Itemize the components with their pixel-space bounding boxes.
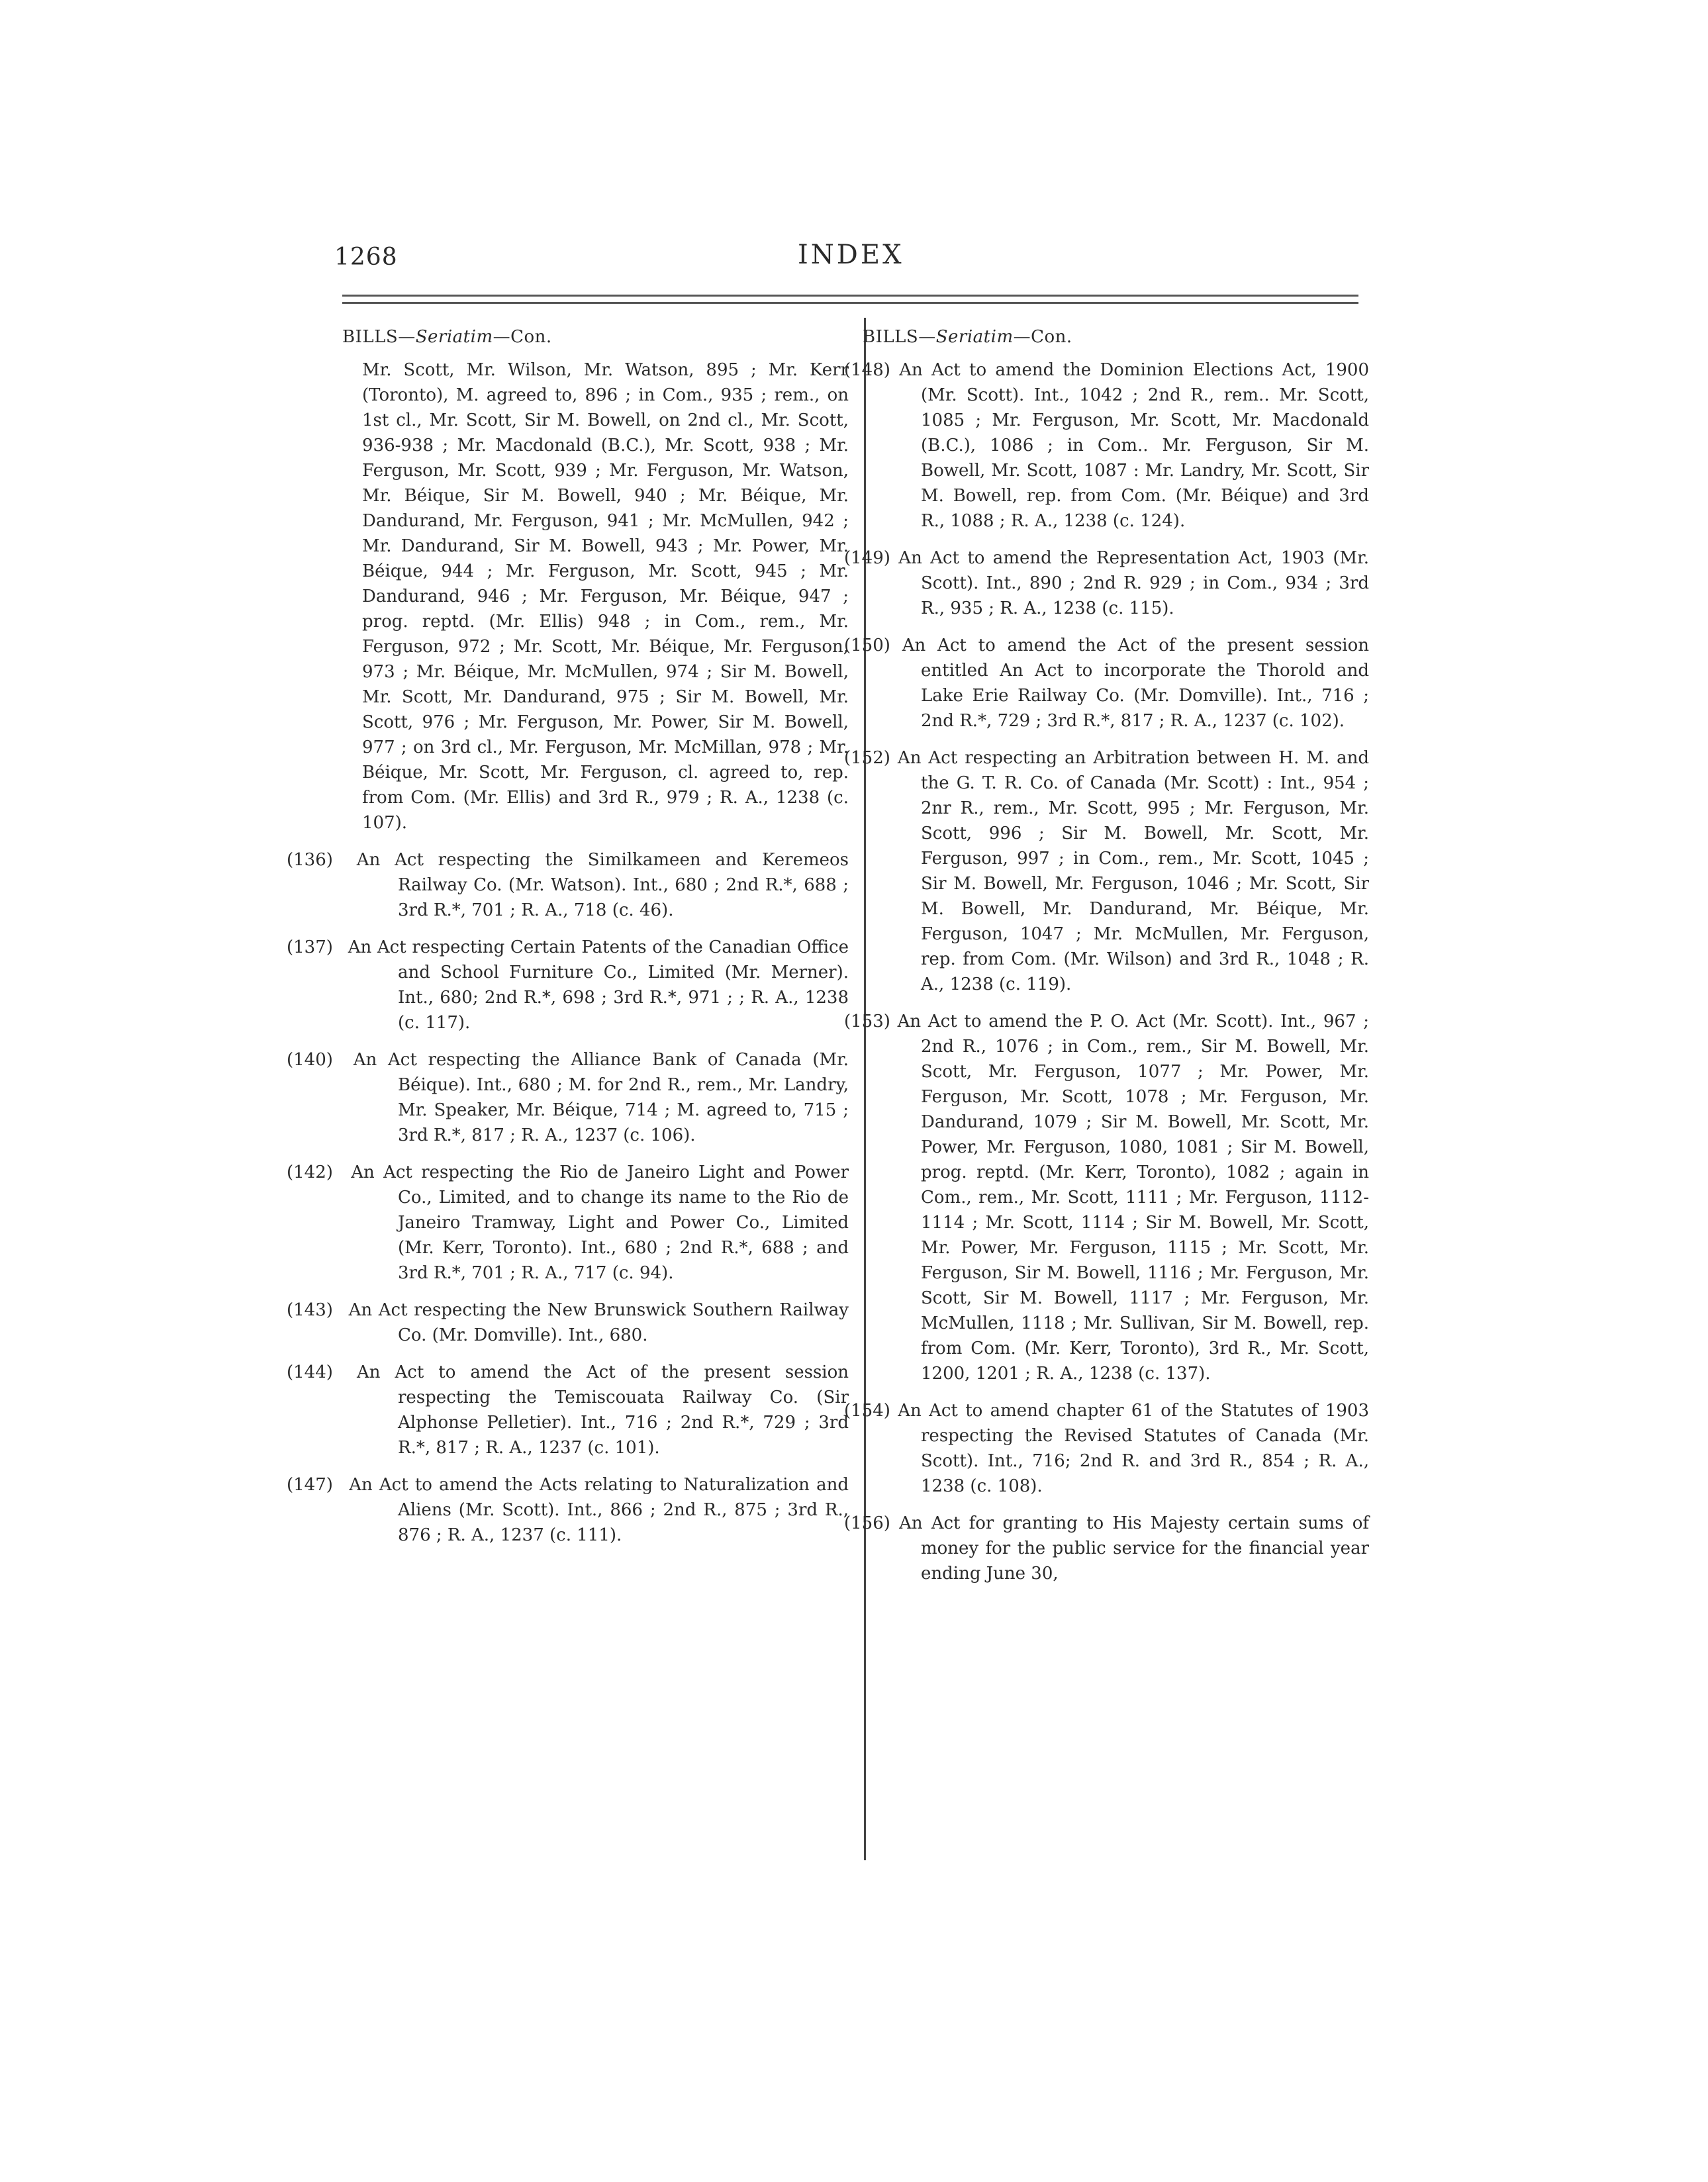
bill-number: (154)	[844, 1401, 890, 1421]
index-entry	[844, 745, 1372, 997]
header-rule-bottom	[342, 302, 1358, 304]
continued-entry-text: Mr. Scott, Mr. Wilson, Mr. Watson, 895 ; Mr. Kerr (Toronto), M. agreed to, 896 ; in Com., 935 ; rem., on 1st cl., Mr. Scott, Sir M. Bowell, on 2nd cl., Mr. Scott, 936-938 ; Mr. Macdonald (B.C.), Mr. Scott, 938 ; Mr. Ferguson, Mr. Scott, 939 ; Mr. Ferguson, Mr. Watson, Mr. Béique, Sir M. Bowell, 940 ; Mr. Béique, Mr. Dandurand, Mr. Ferguson, 941 ; Mr. McMullen, 942 ; Mr. Dandurand, Sir M. Bowell, 943 ; Mr. Power, Mr. Béique, 944 ; Mr. Ferguson, Mr. Scott, 945 ; Mr. Dandurand, 946 ; Mr. Ferguson, Mr. Béique, 947 ; prog. reptd. (Mr. Ellis) 948 ; in Com., rem., Mr. Ferguson, 972 ; Mr. Scott, Mr. Béique, Mr. Ferguson, 973 ; Mr. Béique, Mr. McMullen, 974 ; Sir M. Bowell, Mr. Scott, Mr. Dandurand, 975 ; Sir M. Bowell, Mr. Scott, 976 ; Mr. Ferguson, Mr. Power, Sir M. Bowell, 977 ; on 3rd cl., Mr. Ferguson, Mr. McMillan, 978 ; Mr. Béique, Mr. Scott, Mr. Ferguson, cl. agreed to, rep. from Com. (Mr. Ellis) and 3rd R., 979 ; R. A., 1238 (c. 107).	[362, 360, 849, 833]
right-column	[844, 324, 1372, 1598]
entry-text: An Act respecting Certain Patents of the Canadian Office and School Furniture Co., Limited (Mr. Merner). Int., 680; 2nd R.*, 698 ; 3rd R.*, 971 ; ; R. A., 1238 (c. 117).	[348, 937, 849, 1033]
right-heading-prefix: BILLS—	[863, 327, 936, 347]
header-rule-top	[342, 295, 1358, 297]
index-entry: (137) An Act respecting Certain Patents of the Canadian Office and School Furniture Co., Limited (Mr. Merner). Int., 680; 2nd R.*, 698 ; 3rd R.*, 971 ; ; R. A., 1238 (c. 117).	[287, 937, 849, 1033]
bill-number: (148)	[844, 360, 890, 380]
entry-text: An Act to amend the P. O. Act (Mr. Scott). Int., 967 ; 2nd R., 1076 ; in Com., rem., Sir M. Bowell, Mr. Scott, Mr. Ferguson, 1077 ; Mr. Power, Mr. Ferguson, Mr. Scott, 1078 ; Mr. Ferguson, Mr. Dandurand, 1079 ; Sir M. Bowell, Mr. Scott, Mr. Power, Mr. Ferguson, 1080, 1081 ; Sir M. Bowell, prog. reptd. (Mr. Kerr, Toronto), 1082 ; again in Com., rem., Mr. Scott, 1111 ; Mr. Ferguson, 1112-1114 ; Mr. Scott, 1114 ; Sir M. Bowell, Mr. Scott, Mr. Power, Mr. Ferguson, 1115 ; Mr. Scott, Mr. Ferguson, Sir M. Bowell, 1116 ; Mr. Ferguson, Mr. Scott, Sir M. Bowell, 1117 ; Mr. Ferguson, Mr. McMullen, 1118 ; Mr. Sullivan, Sir M. Bowell, rep. from Com. (Mr. Kerr, Toronto), 3rd R., Mr. Scott, 1200, 1201 ; R. A., 1238 (c. 137).	[897, 1012, 1369, 1384]
entry-text: An Act respecting the Rio de Janeiro Light and Power Co., Limited, and to change its name to the Rio de Janeiro Tramway, Light and Power Co., Limited (Mr. Kerr, Toronto). Int., 680 ; 2nd R.*, 688 ; and 3rd R.*, 701 ; R. A., 717 (c. 94).	[351, 1162, 849, 1283]
index-entry	[844, 546, 1372, 621]
entry-text: An Act respecting the New Brunswick Southern Railway Co. (Mr. Domville). Int., 680.	[348, 1300, 849, 1345]
entry-text: An Act to amend the Act of the present session entitled An Act to incorporate the Thorold and Lake Erie Railway Co. (Mr. Domville). Int., 716 ; 2nd R.*, 729 ; 3rd R.*, 817 ; R. A., 1237 (c. 102).	[902, 636, 1369, 731]
bill-number: (152)	[844, 748, 890, 768]
index-entry: (144) An Act to amend the Act of the present session respecting the Temiscouata Railway Co. (Sir Alphonse Pelletier). Int., 716 ; 2nd R.*, 729 ; 3rd R.*, 817 ; R. A., 1237 (c. 101).	[287, 1362, 849, 1458]
entry-text: An Act respecting the Similkameen and Keremeos Railway Co. (Mr. Watson). Int., 680 ; 2nd R.*, 688 ; 3rd R.*, 701 ; R. A., 718 (c. 46).	[356, 850, 849, 920]
page-title: INDEX	[798, 240, 904, 270]
index-entry	[844, 1009, 1372, 1386]
left-heading-italic: Seriatim	[415, 327, 493, 347]
entry-text: An Act for granting to His Majesty certain sums of money for the public service for the financial year ending June 30,	[899, 1513, 1369, 1584]
index-entry: (140) An Act respecting the Alliance Bank of Canada (Mr. Béique). Int., 680 ; M. for 2nd R., rem., Mr. Landry, Mr. Speaker, Mr. Béique, 714 ; M. agreed to, 715 ; 3rd R.*, 817 ; R. A., 1237 (c. 106).	[287, 1050, 849, 1145]
entry-text: An Act to amend the Representation Act, 1903 (Mr. Scott). Int., 890 ; 2nd R. 929 ; in Com., 934 ; 3rd R., 935 ; R. A., 1238 (c. 115).	[898, 548, 1369, 618]
entry-text: An Act respecting an Arbitration between H. M. and the G. T. R. Co. of Canada (Mr. Scott) : Int., 954 ; 2nr R., rem., Mr. Scott, 995 ; Mr. Ferguson, Mr. Scott, 996 ; Sir M. Bowell, Mr. Scott, Mr. Ferguson, 997 ; in Com., rem., Mr. Scott, 1045 ; Sir M. Bowell, Mr. Ferguson, 1046 ; Mr. Scott, Sir M. Bowell, Mr. Dandurand, Mr. Béique, Mr. Ferguson, 1047 ; Mr. McMullen, Mr. Ferguson, rep. from Com. (Mr. Wilson) and 3rd R., 1048 ; R. A., 1238 (c. 119).	[897, 748, 1369, 994]
entry-text: An Act respecting the Alliance Bank of Canada (Mr. Béique). Int., 680 ; M. for 2nd R., rem., Mr. Landry, Mr. Speaker, Mr. Béique, 714 ; M. agreed to, 715 ; 3rd R.*, 817 ; R. A., 1237 (c. 106).	[353, 1050, 849, 1145]
right-heading-suffix: —Con.	[1013, 327, 1072, 347]
index-entry: (136) An Act respecting the Similkameen and Keremeos Railway Co. (Mr. Watson). Int., 680 ; 2nd R.*, 688 ; 3rd R.*, 701 ; R. A., 718 (c. 46).	[287, 850, 849, 920]
bill-number: (149)	[844, 548, 890, 568]
right-heading-italic: Seriatim	[935, 327, 1014, 347]
left-heading-suffix: —Con.	[493, 327, 552, 347]
left-heading-prefix: BILLS—	[342, 327, 416, 347]
bill-number: (150)	[844, 636, 890, 655]
entry-text: An Act to amend the Act of the present session respecting the Temiscouata Railway Co. (Sir Alphonse Pelletier). Int., 716 ; 2nd R.*, 729 ; 3rd R.*, 817 ; R. A., 1237 (c. 101).	[357, 1362, 849, 1458]
entry-text: An Act to amend chapter 61 of the Statutes of 1903 respecting the Revised Statutes of Canada (Mr. Scott). Int., 716; 2nd R. and 3rd R., 854 ; R. A., 1238 (c. 108).	[898, 1401, 1370, 1496]
right-column-heading	[863, 324, 1372, 350]
index-entry: (143) An Act respecting the New Brunswick Southern Railway Co. (Mr. Domville). Int., 680.	[287, 1300, 849, 1345]
bill-number: (156)	[844, 1513, 890, 1533]
index-entry: (147) An Act to amend the Acts relating to Naturalization and Aliens (Mr. Scott). Int., 866 ; 2nd R., 875 ; 3rd R., 876 ; R. A., 1237 (c. 111).	[287, 1475, 849, 1545]
index-entry	[844, 357, 1372, 534]
index-entry: (142) An Act respecting the Rio de Janeiro Light and Power Co., Limited, and to change its name to the Rio de Janeiro Tramway, Light and Power Co., Limited (Mr. Kerr, Toronto). Int., 680 ; 2nd R.*, 688 ; and 3rd R.*, 701 ; R. A., 717 (c. 94).	[287, 1162, 849, 1283]
left-column-heading	[342, 324, 852, 350]
bill-number: (153)	[844, 1012, 890, 1031]
index-entry	[844, 633, 1372, 734]
entry-text: An Act to amend the Acts relating to Naturalization and Aliens (Mr. Scott). Int., 866 ; 2nd R., 875 ; 3rd R., 876 ; R. A., 1237 (c. 111).	[349, 1475, 849, 1545]
entry-text: An Act to amend the Dominion Elections Act, 1900 (Mr. Scott). Int., 1042 ; 2nd R., rem.. Mr. Scott, 1085 ; Mr. Ferguson, Mr. Scott, Mr. Macdonald (B.C.), 1086 ; in Com.. Mr. Ferguson, Sir M. Bowell, Mr. Scott, 1087 : Mr. Landry, Mr. Scott, Sir M. Bowell, rep. from Com. (Mr. Béique) and 3rd R., 1088 ; R. A., 1238 (c. 124).	[899, 360, 1370, 531]
index-entry	[844, 1398, 1372, 1499]
page-number: 1268	[334, 244, 398, 271]
index-entry	[844, 1511, 1372, 1586]
left-column	[287, 324, 852, 1560]
